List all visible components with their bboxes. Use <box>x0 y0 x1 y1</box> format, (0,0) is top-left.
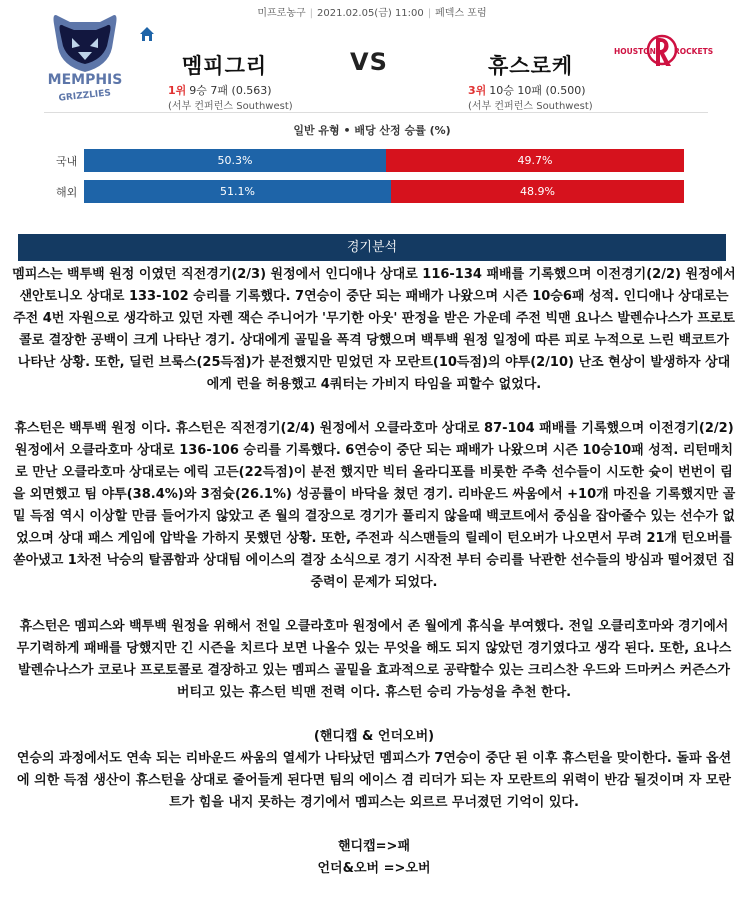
svg-text:MEMPHIS: MEMPHIS <box>47 72 123 88</box>
stat-row-domestic <box>44 149 708 172</box>
analysis-article <box>12 264 736 880</box>
stat-label: 해외 <box>56 186 78 199</box>
away-team-record <box>468 82 586 98</box>
vs-label: VS <box>350 48 388 76</box>
match-meta: 미프로농구 | 2021.02.05(금) 11:00 | 페덱스 포럼 <box>257 8 487 19</box>
stats-title: 일반 유형 • 배당 산정 승률 (%) <box>293 124 451 137</box>
home-team-record <box>168 82 272 98</box>
header-divider <box>44 112 708 113</box>
pick-over-under: 언더&오버 =>오버 <box>317 861 431 876</box>
pick-handicap: 핸디캡=>패 <box>337 839 411 854</box>
handicap-section-title: (핸디캡 & 언더오버) <box>313 729 435 744</box>
stat-row-overseas <box>44 180 708 203</box>
away-team-name: 휴스로케 <box>488 54 574 78</box>
away-team-conference: (서부 컨퍼런스 Southwest) <box>468 101 593 112</box>
analysis-paragraph-handicap: 연승의 과정에서도 연속 되는 리바운드 싸움의 열세가 나타났던 멤피스가 7연승이 중단 된 이후 휴스턴을 맞이한다. 돌파 옵션에 의한 득점 생산이 휴스턴을 상대로 줄어들게 된다면 팀의 에이스 겸 리더가 되는 자 모란트의 위력이 반감 될것이며 자 모란트가 힘을 내지 못하는 경기에서 멤피스는 외르르 무너졌던 기억이 있다. <box>16 751 732 810</box>
league-label: 미프로농구 <box>257 8 306 19</box>
home-icon <box>139 26 155 42</box>
memphis-grizzlies-logo <box>44 8 126 106</box>
home-win-bar: 50.3% <box>84 149 386 172</box>
analysis-paragraph-prediction: 휴스턴은 멤피스와 백투백 원정을 위해서 전일 오클라호마 원정에서 존 월에게 휴식을 부여했다. 전일 오클리호마와 경기에서 무기력하게 패배를 당했지만 긴 시즌을 치르다 보면 나올수 있는 무엇을 해도 되지 않았던 경기였다고 생각 된다. 또한, 요나스 발렌슈나스가 코로나 프로토콜로 결장하고 있는 멤피스 골밑을 효과적으로 공략할수 있는 크리스찬 우드와 드마커스 커즌스가 버티고 있는 휴스턴 빅맨 전력 이다. 휴스턴 승리 가능성을 추천 한다. <box>16 619 732 700</box>
houston-rockets-logo <box>610 28 714 76</box>
home-win-bar: 51.1% <box>84 180 391 203</box>
svg-text:GRIZZLIES: GRIZZLIES <box>58 88 112 104</box>
analysis-paragraph-houston: 휴스턴은 백투백 원정 이다. 휴스턴은 직전경기(2/4) 원정에서 오클라호마 상대로 87-104 패배를 기록했으며 이전경기(2/2) 원정에서 오클라호마 상대로 136-106 승리를 기록했다. 6연승이 중단 되는 패배가 나왔으며 시즌 10승10패 성적. 리턴매치로 만난 오클라호마 상대로는 에릭 고든(22득점)이 분전 했지만 빅터 올라디포를 비롯한 주축 선수들이 시도한 슛이 번번이 림을 외면했고 팀 야투(38.4%)와 3점슛(26.1%) 성공률이 바닥을 쳤던 경기. 리바운드 싸움에서 +10개 마진을 기록했지만 골밑 득점 역시 이상할 만큼 들어가지 않았고 존 월의 결장으로 경기가 풀리지 않을때 백코트에서 중심을 잡아줄수 있는 선수가 없었으며 상대 패스 게임에 압박을 가하지 못했던 상황. 또한, 주전과 식스맨들의 릴레이 턴오버가 나오면서 무려 21개 턴오버를 쏟아냈고 1차전 낙승의 탈콤함과 상대팀 에이스의 결장 소식으로 경기 시작전 부터 승리를 낙관한 선수들의 방심과 떨어졌던 집중력이 문제가 되었다. <box>12 421 736 590</box>
stat-label: 국내 <box>56 155 78 168</box>
away-team-rank: 3위 <box>468 84 487 97</box>
away-win-bar: 49.7% <box>386 149 684 172</box>
svg-text:HOUSTON: HOUSTON <box>614 47 656 56</box>
home-team-wl: 9승 7패 (0.563) <box>189 84 272 97</box>
home-team-conference: (서부 컨퍼런스 Southwest) <box>168 101 293 112</box>
analysis-paragraph-memphis: 멤피스는 백투백 원정 이였던 직전경기(2/3) 원정에서 인디애나 상대로 116-134 패배를 기록했으며 이전경기(2/2) 원정에서 샌안토니오 상대로 133-102 승리를 기록했다. 7연승이 중단 되는 패배가 나왔으며 시즌 10승6패 성적. 인디애나 상대로는 주전 4번 자원으로 생각하고 있던 자렌 잭슨 주니어가 '무기한 아웃' 판정을 받은 가운데 주전 빅맨 요나스 발렌슈나스가 프로토 콜로 결장한 공백이 크게 나타난 경기. 상대에게 골밑을 폭격 당했으며 백투백 원정 일정에 따른 피로 누적으로 느린 백코트가 나타난 상황. 또한, 딜런 브룩스(25득점)가 분전했지만 믿었던 자 모란트(10득점)의 야투(2/10) 난조 현상이 발생하자 상대에게 런을 허용했고 4쿼터는 가비지 타임을 피할수 없었다. <box>12 267 736 392</box>
match-header <box>0 0 744 118</box>
away-win-bar: 48.9% <box>391 180 684 203</box>
match-datetime: 2021.02.05(금) 11:00 <box>317 8 424 19</box>
home-team-rank: 1위 <box>168 84 187 97</box>
away-team-wl: 10승 10패 (0.500) <box>489 84 586 97</box>
venue-label: 페덱스 포럼 <box>435 8 487 19</box>
svg-text:ROCKETS: ROCKETS <box>674 47 714 56</box>
home-team-name: 멤피그리 <box>182 54 268 78</box>
analysis-heading: 경기분석 <box>18 234 726 261</box>
